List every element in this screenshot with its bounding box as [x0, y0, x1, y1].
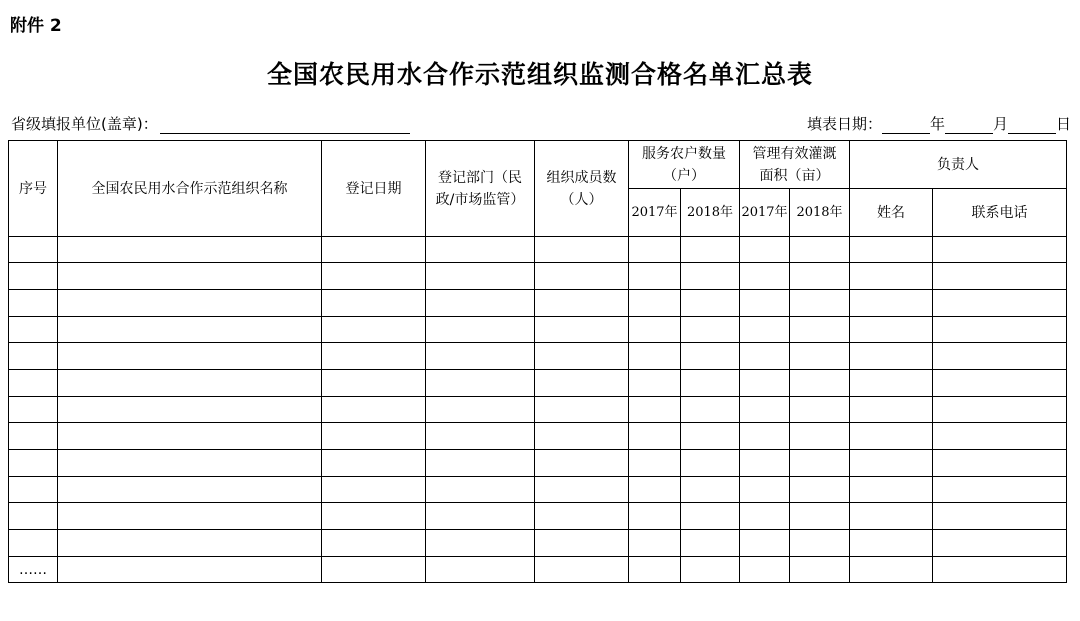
table-cell[interactable] [933, 557, 1067, 583]
table-cell[interactable] [58, 423, 322, 450]
col-header-irrigation-2018: 2018年 [790, 189, 850, 237]
col-header-reg-dept-text: 登记部门（民政/市场监管） [435, 169, 525, 208]
table-cell[interactable] [790, 423, 850, 450]
attachment-label: 附件 2 [10, 16, 62, 36]
col-header-households-text: 服务农户数量（户） [642, 145, 726, 184]
table-cell[interactable] [9, 370, 58, 397]
table-cell[interactable] [850, 423, 933, 450]
table-cell[interactable] [9, 503, 58, 530]
table-cell[interactable] [790, 530, 850, 557]
ellipsis-cell: …… [9, 557, 58, 583]
table-cell[interactable] [850, 237, 933, 263]
table-cell[interactable] [740, 450, 790, 477]
fill-date-field [807, 113, 1071, 134]
table-cell[interactable] [933, 370, 1067, 397]
table-cell[interactable] [850, 317, 933, 343]
table-cell[interactable] [58, 290, 322, 317]
table-cell[interactable] [933, 290, 1067, 317]
fill-date-year-char: 年 [929, 115, 945, 133]
table-row [9, 370, 1067, 397]
table-cell[interactable] [58, 263, 322, 290]
table-cell[interactable] [535, 263, 629, 290]
table-row [9, 397, 1067, 423]
table-row [9, 263, 1067, 290]
table-cell[interactable] [681, 290, 740, 317]
table-cell[interactable] [629, 290, 681, 317]
table-cell[interactable] [933, 423, 1067, 450]
col-header-irrigation [740, 141, 850, 189]
col-header-households-2017: 2017年 [629, 189, 681, 237]
table-cell[interactable] [426, 343, 535, 370]
table-cell[interactable] [58, 530, 322, 557]
col-header-seq: 序号 [9, 141, 58, 237]
table-row [9, 477, 1067, 503]
table-cell[interactable] [9, 343, 58, 370]
table-cell[interactable] [322, 343, 426, 370]
table-cell[interactable] [933, 237, 1067, 263]
table-cell[interactable] [681, 503, 740, 530]
table-row [9, 317, 1067, 343]
table-cell[interactable] [629, 450, 681, 477]
table-cell[interactable] [740, 503, 790, 530]
fill-date-label: 填表日期： [806, 115, 882, 133]
summary-table [8, 140, 1067, 583]
table-cell[interactable] [790, 237, 850, 263]
table-cell[interactable] [681, 343, 740, 370]
table-cell[interactable] [740, 557, 790, 583]
table-cell[interactable] [58, 557, 322, 583]
table-cell[interactable] [850, 477, 933, 503]
table-cell[interactable] [629, 503, 681, 530]
table-cell[interactable] [426, 423, 535, 450]
table-cell[interactable] [933, 503, 1067, 530]
table-cell[interactable] [790, 503, 850, 530]
table-cell[interactable] [681, 237, 740, 263]
table-cell[interactable] [790, 317, 850, 343]
col-header-leader-name: 姓名 [850, 189, 933, 237]
table-cell[interactable] [322, 450, 426, 477]
table-cell[interactable] [850, 530, 933, 557]
table-cell[interactable] [740, 370, 790, 397]
table-cell[interactable] [790, 477, 850, 503]
table-cell[interactable] [740, 343, 790, 370]
table-cell[interactable] [58, 370, 322, 397]
table-cell[interactable] [681, 370, 740, 397]
table-cell[interactable] [740, 237, 790, 263]
table-cell[interactable] [681, 263, 740, 290]
table-cell[interactable] [426, 237, 535, 263]
table-cell[interactable] [535, 423, 629, 450]
table-row [9, 290, 1067, 317]
table-cell[interactable] [322, 317, 426, 343]
table-cell[interactable] [426, 503, 535, 530]
table-cell[interactable] [629, 477, 681, 503]
table-cell[interactable] [9, 530, 58, 557]
table-cell[interactable] [426, 450, 535, 477]
table-row [9, 450, 1067, 477]
table-cell[interactable] [933, 450, 1067, 477]
table-cell[interactable] [790, 370, 850, 397]
table-cell[interactable] [629, 530, 681, 557]
table-cell[interactable] [681, 317, 740, 343]
table-cell[interactable] [322, 530, 426, 557]
col-header-leader: 负责人 [850, 141, 1067, 189]
table-cell[interactable] [790, 450, 850, 477]
table-cell[interactable] [58, 450, 322, 477]
table-cell[interactable] [850, 557, 933, 583]
table-cell[interactable] [322, 370, 426, 397]
table-body [9, 237, 1067, 583]
table-row [9, 423, 1067, 450]
filling-unit-label: 省级填报单位(盖章)： [11, 115, 158, 133]
table-cell[interactable] [681, 557, 740, 583]
form-meta-row [11, 113, 1071, 137]
table-cell[interactable] [535, 477, 629, 503]
fill-date-month-char: 月 [992, 115, 1008, 133]
filling-unit-blank[interactable] [160, 115, 410, 134]
table-cell[interactable] [850, 370, 933, 397]
table-cell[interactable] [322, 397, 426, 423]
table-cell[interactable] [426, 317, 535, 343]
table-cell[interactable] [790, 263, 850, 290]
filling-unit-field [11, 113, 410, 134]
table-cell[interactable] [9, 237, 58, 263]
table-cell[interactable] [58, 397, 322, 423]
table-cell[interactable] [740, 263, 790, 290]
fill-date-year-blank[interactable] [882, 115, 930, 134]
table-cell[interactable] [58, 343, 322, 370]
col-header-households [629, 141, 740, 189]
table-cell[interactable] [629, 343, 681, 370]
table-cell[interactable] [535, 237, 629, 263]
fill-date-month-blank[interactable] [945, 115, 993, 134]
table-cell[interactable] [850, 503, 933, 530]
table-cell[interactable] [535, 290, 629, 317]
table-cell[interactable] [933, 477, 1067, 503]
table-cell[interactable] [58, 477, 322, 503]
table-cell[interactable] [629, 557, 681, 583]
table-cell[interactable] [629, 317, 681, 343]
table-cell[interactable] [681, 530, 740, 557]
table-cell[interactable] [322, 557, 426, 583]
table-cell[interactable] [9, 477, 58, 503]
table-row [9, 557, 1067, 583]
table-cell[interactable] [535, 450, 629, 477]
table-cell[interactable] [933, 343, 1067, 370]
table-cell[interactable] [426, 477, 535, 503]
table-cell[interactable] [850, 290, 933, 317]
table-cell[interactable] [850, 450, 933, 477]
fill-date-day-blank[interactable] [1008, 115, 1056, 134]
table-cell[interactable] [740, 290, 790, 317]
table-cell[interactable] [790, 397, 850, 423]
table-cell[interactable] [535, 317, 629, 343]
table-cell[interactable] [426, 530, 535, 557]
table-cell[interactable] [58, 503, 322, 530]
table-cell[interactable] [850, 397, 933, 423]
table-cell[interactable] [322, 237, 426, 263]
table-cell[interactable] [322, 477, 426, 503]
col-header-irrigation-2017: 2017年 [740, 189, 790, 237]
table-cell[interactable] [629, 263, 681, 290]
table-cell[interactable] [740, 477, 790, 503]
form-title: 全国农民用水合作示范组织监测合格名单汇总表 [266, 60, 813, 89]
table-cell[interactable] [322, 290, 426, 317]
table-cell[interactable] [9, 423, 58, 450]
table-cell[interactable] [740, 530, 790, 557]
table-cell[interactable] [933, 530, 1067, 557]
table-cell[interactable] [322, 503, 426, 530]
table-cell[interactable] [426, 397, 535, 423]
table-cell[interactable] [9, 317, 58, 343]
table-cell[interactable] [535, 503, 629, 530]
table-cell[interactable] [535, 557, 629, 583]
col-header-members-text: 组织成员数（人） [546, 169, 617, 208]
table-cell[interactable] [9, 397, 58, 423]
col-header-reg-date: 登记日期 [322, 141, 426, 237]
table-cell[interactable] [629, 237, 681, 263]
col-header-leader-phone: 联系电话 [933, 189, 1067, 237]
col-header-members [535, 141, 629, 237]
table-cell[interactable] [629, 397, 681, 423]
table-cell[interactable] [426, 557, 535, 583]
table-cell[interactable] [629, 423, 681, 450]
table-cell[interactable] [933, 317, 1067, 343]
table-cell[interactable] [740, 397, 790, 423]
table-cell[interactable] [850, 263, 933, 290]
table-row [9, 530, 1067, 557]
table-cell[interactable] [740, 317, 790, 343]
table-cell[interactable] [9, 263, 58, 290]
col-header-irrigation-text: 管理有效灌溉面积（亩） [752, 145, 837, 184]
table-cell[interactable] [9, 290, 58, 317]
table-cell[interactable] [9, 450, 58, 477]
table-cell[interactable] [535, 530, 629, 557]
table-cell[interactable] [535, 397, 629, 423]
table-cell[interactable] [426, 290, 535, 317]
table-cell[interactable] [535, 343, 629, 370]
table-cell[interactable] [790, 290, 850, 317]
table-cell[interactable] [426, 263, 535, 290]
table-cell[interactable] [681, 450, 740, 477]
fill-date-day-char: 日 [1055, 115, 1071, 133]
table-cell[interactable] [322, 423, 426, 450]
col-header-reg-dept [426, 141, 535, 237]
table-row [9, 237, 1067, 263]
table-cell[interactable] [933, 397, 1067, 423]
table-row [9, 503, 1067, 530]
table-cell[interactable] [58, 237, 322, 263]
table-cell[interactable] [850, 343, 933, 370]
table-cell[interactable] [681, 477, 740, 503]
table-cell[interactable] [58, 317, 322, 343]
table-cell[interactable] [322, 263, 426, 290]
table-cell[interactable] [790, 557, 850, 583]
table-cell[interactable] [740, 423, 790, 450]
table-row [9, 343, 1067, 370]
table-cell[interactable] [535, 370, 629, 397]
col-header-org-name-text: 全国农民用水合作示范组织名称 [91, 180, 288, 197]
col-header-org-name [58, 141, 322, 237]
table-cell[interactable] [681, 397, 740, 423]
col-header-households-2018: 2018年 [681, 189, 740, 237]
table-cell[interactable] [681, 423, 740, 450]
table-cell[interactable] [629, 370, 681, 397]
table-cell[interactable] [933, 263, 1067, 290]
table-cell[interactable] [790, 343, 850, 370]
table-cell[interactable] [426, 370, 535, 397]
